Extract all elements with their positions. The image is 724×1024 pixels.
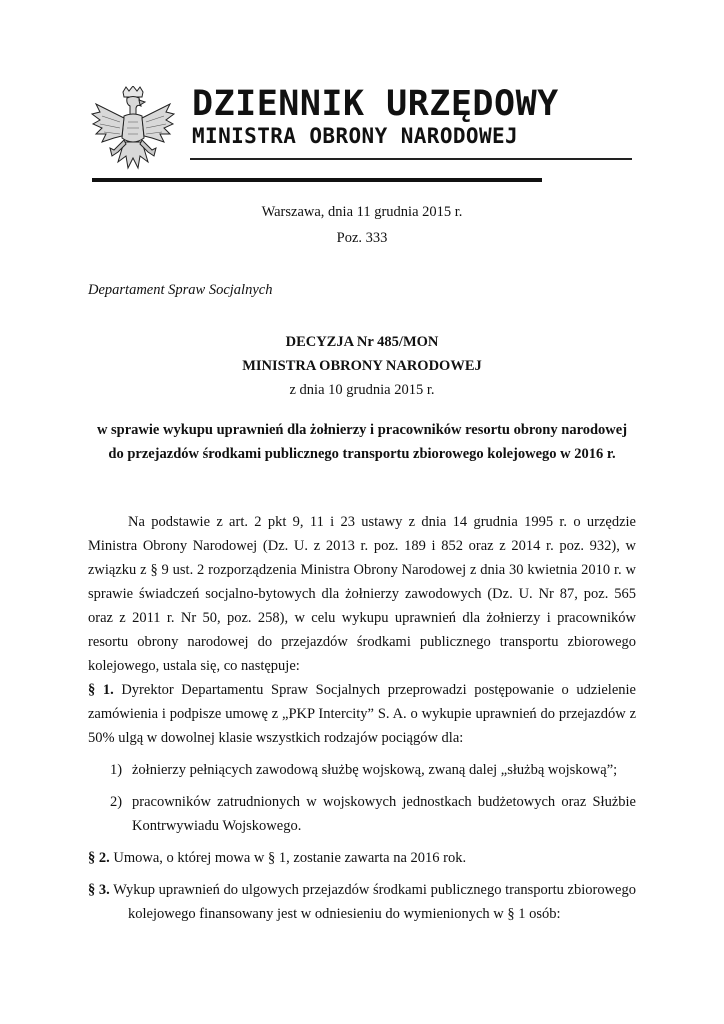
section-2-label: § 2.: [88, 850, 110, 866]
list-item-text: pracowników zatrudnionych w wojskowych jednostkach budżetowych oraz Służbie Kontrwywiadu Wojskowego.: [132, 794, 636, 834]
decision-number: DECYZJA Nr 485/MON: [285, 334, 439, 350]
list-item-number: 1): [110, 762, 123, 778]
section-1-paragraph: [88, 678, 636, 750]
section-3-text: Wykup uprawnień do ulgowych przejazdów środkami publicznego transportu zbiorowego kolejowego finansowany jest w odniesieniu do wymienionych w § 1 osób:: [109, 882, 636, 922]
section-1-text: Dyrektor Departamentu Spraw Socjalnych przeprowadzi postępowanie o udzielenie zamówienia i podpisze umowę z „PKP Intercity” S. A. o wykupie uprawnień do przejazdów z 50% ulgą w dowolnej klasie wszystkich rodzajów pociągów dla:: [88, 682, 636, 746]
section-3-paragraph: [88, 878, 636, 926]
decision-issuer: MINISTRA OBRONY NARODOWEJ: [242, 358, 482, 374]
list-item: [112, 758, 636, 782]
masthead-divider-thick: [92, 178, 542, 182]
position-number: Poz. 333: [336, 230, 388, 246]
section-2-paragraph: [88, 846, 636, 870]
intro-paragraph: Na podstawie z art. 2 pkt 9, 11 i 23 ustawy z dnia 14 grudnia 1995 r. o urzędzie Ministra Obrony Narodowej (Dz. U. z 2013 r. poz. 189 i 852 oraz z 2014 r. poz. 932), w związku z § 9 ust. 2 rozporządzenia Ministra Obrony Narodowej z dnia 30 kwietnia 2010 r. w sprawie świadczeń socjalno-bytowych dla żołnierzy zawodowych (Dz. U. Nr 87, poz. 565 oraz z 2011 r. Nr 50, poz. 258), w celu wykupu uprawnień dla żołnierzy i pracowników resortu obrony narodowej do przejazdów środkami publicznego transportu zbiorowego kolejowego, ustala się, co następuje:: [88, 514, 636, 674]
place-and-date: Warszawa, dnia 11 grudnia 2015 r.: [261, 204, 463, 220]
masthead-divider-thin: [190, 158, 632, 160]
department-name: Departament Spraw Socjalnych: [88, 282, 273, 298]
section-2-text: Umowa, o której mowa w § 1, zostanie zawarta na 2016 rok.: [109, 850, 467, 866]
journal-subtitle: MINISTRA OBRONY NARODOWEJ: [192, 124, 519, 148]
decision-date: z dnia 10 grudnia 2015 r.: [289, 382, 435, 398]
list-item-text: żołnierzy pełniących zawodową służbę wojskową, zwaną dalej „służbą wojskową”;: [132, 762, 618, 778]
decision-subject-line-1: w sprawie wykupu uprawnień dla żołnierzy i pracowników resortu obrony narodowej: [96, 422, 628, 438]
section-1-label: § 1.: [88, 682, 114, 698]
section-3-label: § 3.: [88, 882, 110, 898]
decision-subject-line-2: do przejazdów środkami publicznego transportu zbiorowego kolejowego w 2016 r.: [108, 446, 616, 462]
list-item: [112, 790, 636, 838]
list-item-number: 2): [110, 794, 123, 810]
masthead: [86, 84, 638, 190]
polish-eagle-emblem-icon: [90, 86, 176, 178]
journal-title: DZIENNIK URZĘDOWY: [192, 84, 559, 124]
